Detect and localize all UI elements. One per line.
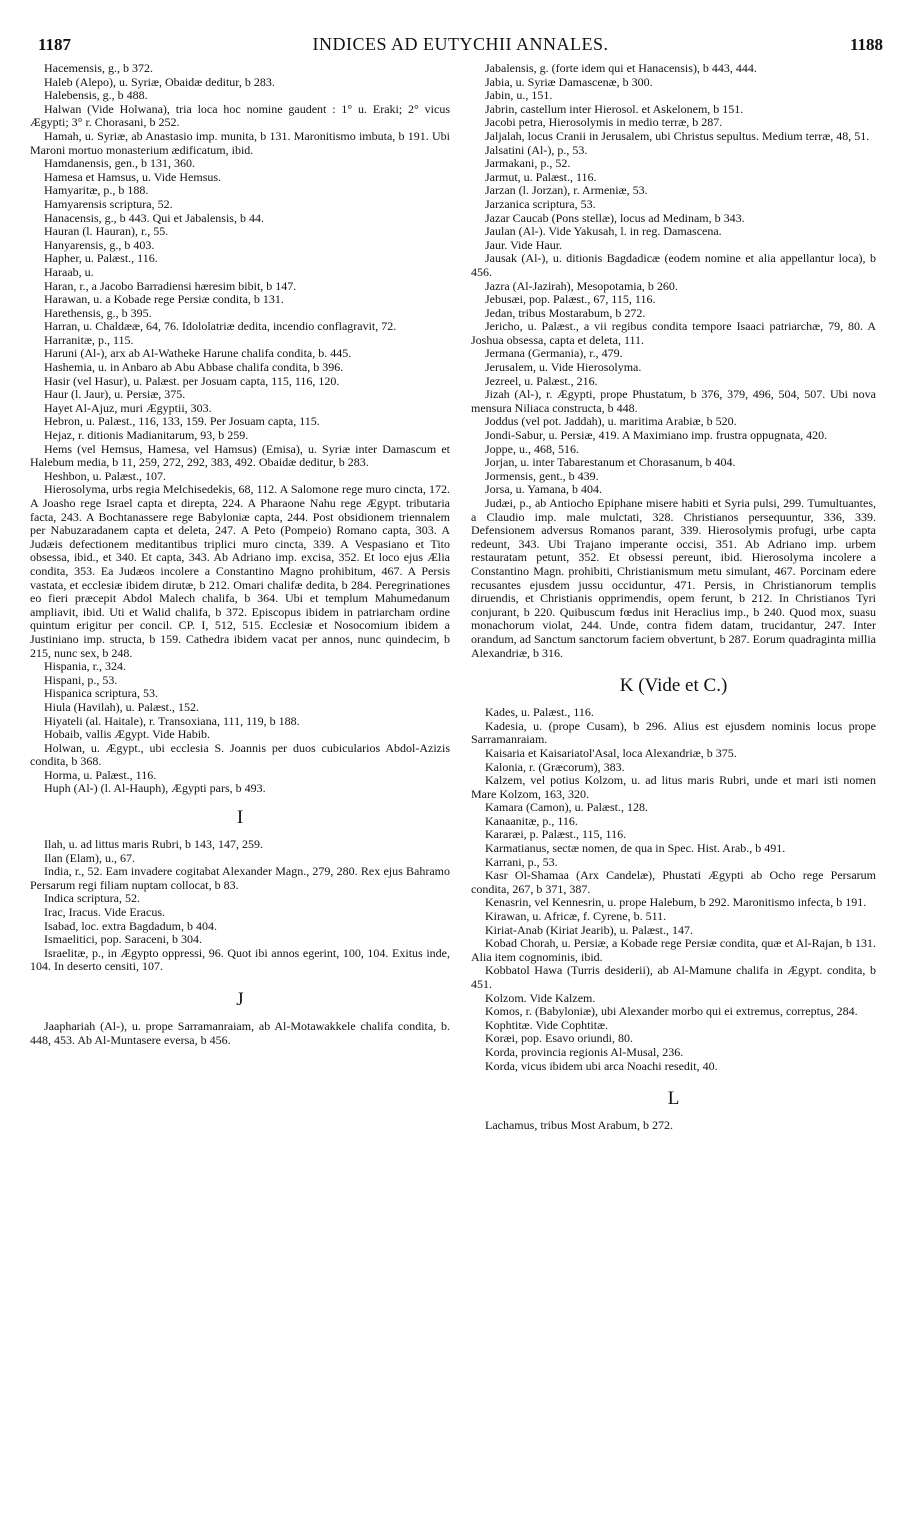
index-entry: Jizah (Al-), r. Ægypti, prope Phustatum, b 376, 379, 496, 504, 507. Ubi nova mensura Niliaca constructa, b 448. (471, 387, 876, 415)
index-entry: Jabin, u., 151. (485, 88, 553, 103)
index-entry: Hamah, u. Syriæ, ab Anastasio imp. munita, b 131. Maronitismo imbuta, b 191. Ubi Maroni mortuo monasterium ædificatum, ibid. (30, 128, 450, 157)
j-entries-left (30, 1020, 450, 1047)
section-letter-k: K (Vide et C.) (619, 675, 728, 697)
index-entry: Kalonia, r. (Græcorum), 383. (485, 759, 625, 774)
index-entry: Harethensis, g., b 395. (44, 305, 152, 320)
index-entry: Hacemensis, g., b 372. (44, 62, 153, 75)
page-header (38, 34, 883, 58)
index-entry: Jaljalah, locus Cranii in Jerusalem, ubi Christus sepultus. Medium terræ, 48, 51. (485, 128, 870, 143)
index-entry: Kirawan, u. Africæ, f. Cyrene, b. 511. (485, 909, 667, 924)
index-entry: Kiriat-Anab (Kiriat Jearib), u. Palæst., 147. (485, 922, 693, 937)
index-entry: Judæi, p., ab Antiocho Epiphane misere habiti et Syria pulsi, 299. Tumultuantes, a Claudio imp. male mulctati, 328. Christianos persequuntur, 336, 339. Defensionem adversus Romanos parant, 339. Hierosolymis profugi, urbe capta redeunt, 343. Ubi Trajano imperante occisi, 351. Ab Adriano imp. urbem restauratam petunt, 352. Et obsessi pereunt, ibid. Hierosolyma incolere a Constantino Magn. prohibiti, Christianismum metu simulant, 467. Porcinam edere recusantes ejusdem jussu occiduntur, 471. Persis, in Christianorum templis diruendis, et Christianis opprimendis, opem ferunt, b 212. In Christianos Tyri conjurant, b 220. Quibuscum fœdus init Heraclius imp., b 240. Quod mox, suasu monachorum violat, 244. Unde, contra fidem datam, trucidantur, 247. Inter orandum, ad Sanctum sanctorum faciem obvertunt, b 287. Eorum quadraginta millia Alexandriæ, b 316. (471, 496, 876, 660)
index-entry: Joddus (vel pot. Jaddah), u. maritima Arabiæ, b 520. (485, 414, 737, 429)
index-entry: Jerusalem, u. Vide Hierosolyma. (485, 360, 642, 375)
index-entry: Hasir (vel Hasur), u. Palæst. per Josuam capta, 115, 116, 120. (44, 373, 340, 388)
running-title: INDICES AD EUTYCHII ANNALES. (312, 34, 609, 54)
index-entry: Harawan, u. a Kobade rege Persiæ condita, b 131. (44, 292, 284, 307)
index-entry: Hauran (l. Hauran), r., 55. (44, 224, 169, 239)
index-entry: Jacobi petra, Hierosolymis in medio terræ, b 287. (485, 115, 723, 130)
index-entry: Kolzom. Vide Kalzem. (485, 990, 596, 1005)
section-letter-i: I (236, 807, 244, 829)
index-entry: Hamyarensis scriptura, 52. (44, 196, 173, 211)
index-entry: Indica scriptura, 52. (44, 891, 140, 906)
index-entry: Holwan, u. Ægypt., ubi ecclesia S. Joannis per duos cubicularios Abdol-Azizis condita, b 368. (30, 740, 450, 769)
index-entry: Jorjan, u. inter Tabarestanum et Chorasanum, b 404. (485, 455, 736, 470)
index-entry: Hapher, u. Palæst., 116. (44, 251, 158, 266)
index-entry: Hiula (Havilah), u. Palæst., 152. (44, 699, 199, 714)
index-entry: Karrani, p., 53. (485, 854, 558, 869)
index-entry: Hamyaritæ, p., b 188. (44, 183, 149, 198)
index-entry: Ilah, u. ad littus maris Rubri, b 143, 147, 259. (44, 837, 263, 852)
index-entry: Hems (vel Hemsus, Hamesa, vel Hamsus) (Emisa), u. Syriæ inter Damascum et Halebum media, b 11, 259, 272, 292, 383, 492. Obaidæ deditur, b 283. (30, 441, 450, 470)
index-entry: Kophtitæ. Vide Cophtitæ. (485, 1017, 609, 1032)
index-entry: India, r., 52. Eam invadere cogitabat Alexander Magn., 279, 280. Rex ejus Bahramo Persarum regi filiam nuptam collocat, b 83. (30, 864, 450, 892)
index-entry: Haruni (Al-), arx ab Al-Watheke Harune chalifa condita, b. 445. (44, 346, 352, 361)
index-entry: Kadesia, u. (prope Cusam), b 296. Alius est ejusdem nominis locus prope Sarramanraiam. (471, 718, 876, 747)
k-entries (471, 706, 876, 1073)
index-entry: Hanacensis, g., b 443. Qui et Jabalensis, b 44. (44, 210, 264, 225)
index-entry: Isabad, loc. extra Bagdadum, b 404. (44, 918, 217, 933)
index-entry: Jazar Caucab (Pons stellæ), locus ad Medinam, b 343. (485, 210, 745, 225)
index-entry: Jabalensis, g. (forte idem qui et Hanacensis), b 443, 444. (485, 62, 757, 75)
index-entry: Haleb (Alepo), u. Syriæ, Obaidæ deditur, b 283. (44, 74, 275, 89)
i-entries (30, 838, 450, 974)
index-entry: Karmatianus, sectæ nomen, de qua in Spec. Hist. Arab., b 491. (485, 841, 786, 856)
index-entry: Jedan, tribus Mostarabum, b 272. (485, 305, 646, 320)
index-entry: Kalzem, vel potius Kolzom, u. ad litus maris Rubri, unde et mari isti nomen Mare Kolzom, 163, 320. (471, 773, 876, 801)
h-entries (30, 62, 450, 796)
index-entry: Hamdanensis, gen., b 131, 360. (44, 156, 195, 171)
index-entry: Jaulan (Al-). Vide Yakusah, l. in reg. Damascena. (485, 224, 722, 239)
index-entry: Hashemia, u. in Anbaro ab Abu Abbase chalifa condita, b 396. (44, 360, 344, 375)
index-entry: Kanaanitæ, p., 116. (485, 813, 578, 828)
index-entry: Jarmakani, p., 52. (485, 156, 571, 171)
index-entry: Lachamus, tribus Most Arabum, b 272. (485, 1118, 673, 1133)
index-entry: Hispania, r., 324. (44, 659, 126, 674)
index-entry: Kamara (Camon), u. Palæst., 128. (485, 800, 648, 815)
index-entry: Hobaib, vallis Ægypt. Vide Habib. (44, 727, 211, 742)
index-entry: Halwan (Vide Holwana), tria loca hoc nomine gaudent : 1° u. Eraki; 2° vicus Ægypti; 3° r. Chorasani, b 252. (30, 101, 450, 130)
index-entry: Horma, u. Palæst., 116. (44, 767, 157, 782)
index-entry: Hamesa et Hamsus, u. Vide Hemsus. (44, 169, 222, 184)
index-entry: Jermana (Germania), r., 479. (485, 346, 623, 361)
index-entry: Komos, r. (Babyloniæ), ubi Alexander morbo qui ei extremus, correptus, 284. (485, 1004, 858, 1019)
index-entry: Hispanica scriptura, 53. (44, 686, 158, 701)
index-entry: Ilan (Elam), u., 67. (44, 850, 135, 865)
index-entry: Koræi, pop. Esavo oriundi, 80. (485, 1031, 633, 1046)
index-entry: Halebensis, g., b 488. (44, 88, 148, 103)
index-entry: Haran, r., a Jacobo Barradiensi hæresim bibit, b 147. (44, 278, 297, 293)
index-entry: Kaisaria et Kaisariatol'Asal, loca Alexandriæ, b 375. (485, 745, 737, 760)
index-entry: Hejaz, r. ditionis Madianitarum, 93, b 259. (44, 428, 249, 443)
index-entry: Jarzan (l. Jorzan), r. Armeniæ, 53. (485, 183, 648, 198)
index-entry: Haur (l. Jaur), u. Persiæ, 375. (44, 387, 186, 402)
index-entry: Jaaphariah (Al-), u. prope Sarramanraiam, ab Al-Motawakkele chalifa condita, b. 448, 453. Ab Al-Muntasere eversa, b 456. (30, 1019, 450, 1047)
section-letter-j: J (236, 989, 244, 1010)
right-column (471, 62, 876, 1532)
index-entry: Jazra (Al-Jazirah), Mesopotamia, b 260. (485, 278, 678, 293)
page-number-left: 1187 (38, 35, 72, 54)
index-entry: Korda, provincia regionis Al-Musal, 236. (485, 1044, 684, 1059)
index-entry: Kenasrin, vel Kennesrin, u. prope Halebum, b 292. Maronitismo infecta, b 191. (485, 895, 867, 910)
index-entry: Jebusæi, pop. Palæst., 67, 115, 116. (485, 292, 656, 307)
index-entry: Jorsa, u. Yamana, b 404. (485, 482, 602, 497)
index-entry: Jausak (Al-), u. ditionis Bagdadicæ (eodem nomine et alia appellantur loca), b 456. (471, 251, 876, 279)
index-entry: Heshbon, u. Palæst., 107. (44, 468, 167, 483)
index-entry: Kades, u. Palæst., 116. (485, 705, 594, 720)
index-entry: Jondi-Sabur, u. Persiæ, 419. A Maximiano imp. frustra oppugnata, 420. (485, 428, 828, 443)
index-entry: Irac, Iracus. Vide Eracus. (44, 905, 165, 920)
index-entry: Jarzanica scriptura, 53. (485, 196, 596, 211)
index-entry: Korda, vicus ibidem ubi arca Noachi resedit, 40. (485, 1058, 718, 1073)
left-column (30, 62, 450, 1532)
index-entry: Jabia, u. Syriæ Damascenæ, b 300. (485, 74, 653, 89)
j-entries (471, 62, 876, 660)
page-number-right: 1188 (849, 35, 883, 54)
index-entry: Jormensis, gent., b 439. (485, 468, 599, 483)
index-entry: Haraab, u. (44, 264, 94, 279)
index-entry: Hiyateli (al. Haitale), r. Transoxiana, 111, 119, b 188. (44, 713, 300, 728)
l-entries (471, 1119, 876, 1133)
index-entry: Joppe, u., 468, 516. (485, 441, 579, 456)
index-entry: Huph (Al-) (l. Al-Hauph), Ægypti pars, b 493. (44, 781, 266, 796)
index-entry: Ismaelitici, pop. Saraceni, b 304. (44, 932, 202, 947)
section-letter-l: L (667, 1088, 680, 1110)
index-entry: Jezreel, u. Palæst., 216. (485, 373, 598, 388)
index-entry: Israelitæ, p., in Ægypto oppressi, 96. Quot ibi annos egerint, 100, 104. Exitus inde, 104. In deserto censiti, 107. (30, 945, 450, 974)
index-entry: Jaur. Vide Haur. (485, 237, 563, 252)
index-entry: Harranitæ, p., 115. (44, 332, 134, 347)
index-entry: Hierosolyma, urbs regia Melchisedekis, 68, 112. A Salomone rege muro cincta, 172. A Joasho rege Israel capta et direpta, 224. A Pharaone Nahu rege Ægypt. tributaria facta, 243. A Bochtanassere rege Babyloniæ capta, 244. Post obsidionem triennalem per Nabuzaradanem capta et deleta, 247. A Peto (Pompeio) Romano capta, 303. A Judæis defectionem meditantibus triplici muro cincta, 339. A Vespasiano et Tito obsessa, ibid., et 340. Et capta, 343. Ab Adriano imp. excisa, 352. Et loco ejus Ælia condita, 353. Ea Judæos incolere a Constantino Magno prohibitum, 467. A Persis vastata, et ecclesiæ ibidem dirutæ, b 212. Omari chalifæ dedita, b 284. Peregrinationes eo fieri præcepit Abdol Malech chalifa, b 364. Ubi et templum Mahumedanum ampliavit, ibid. Uti et Walid chalifa, b 372. Episcopus ibidem in patriarcham ordine quintum erigitur per concil. CP. I, 512, 515. Ecclesiæ et Nosocomium ibidem a Justiniano imp. structa, b 159. Cathedra ibidem vacat per annos, nunc quindecim, b 215, nunc sex, b 248. (30, 482, 450, 660)
index-entry: Jarmut, u. Palæst., 116. (485, 169, 597, 184)
index-entry: Kobbatol Hawa (Turris desiderii), ab Al-Mamune chalifa in Ægypt. condita, b 451. (471, 963, 876, 991)
index-entry: Hebron, u. Palæst., 116, 133, 159. Per Josuam capta, 115. (44, 414, 320, 429)
index-entry: Jalsatini (Al-), p., 53. (485, 142, 588, 157)
index-entry: Kobad Chorah, u. Persiæ, a Kobade rege Persiæ condita, quæ et Al-Rajan, b 131. Alia item cognominis, ibid. (471, 936, 876, 964)
index-entry: Hispani, p., 53. (44, 672, 118, 687)
index-entry: Kasr Ol-Shamaa (Arx Candelæ), Phustati Ægypti ab Ocho rege Persarum condita, 267, b 371, 387. (471, 868, 876, 896)
index-entry: Jabrin, castellum inter Hierosol. et Askelonem, b 151. (485, 101, 744, 116)
index-entry: Hanyarensis, g., b 403. (44, 237, 155, 252)
index-entry: Hayet Al-Ajuz, muri Ægyptii, 303. (44, 400, 212, 415)
index-entry: Jericho, u. Palæst., a vii regibus condita tempore Isaaci patriarchæ, 79, 80. A Joshua obsessa, capta et deleta, 111. (471, 319, 876, 347)
index-entry: Harran, u. Chaldææ, 64, 76. Idololatriæ dedita, incendio conflagravit, 72. (44, 319, 397, 334)
index-entry: Kararæi, p. Palæst., 115, 116. (485, 827, 627, 842)
